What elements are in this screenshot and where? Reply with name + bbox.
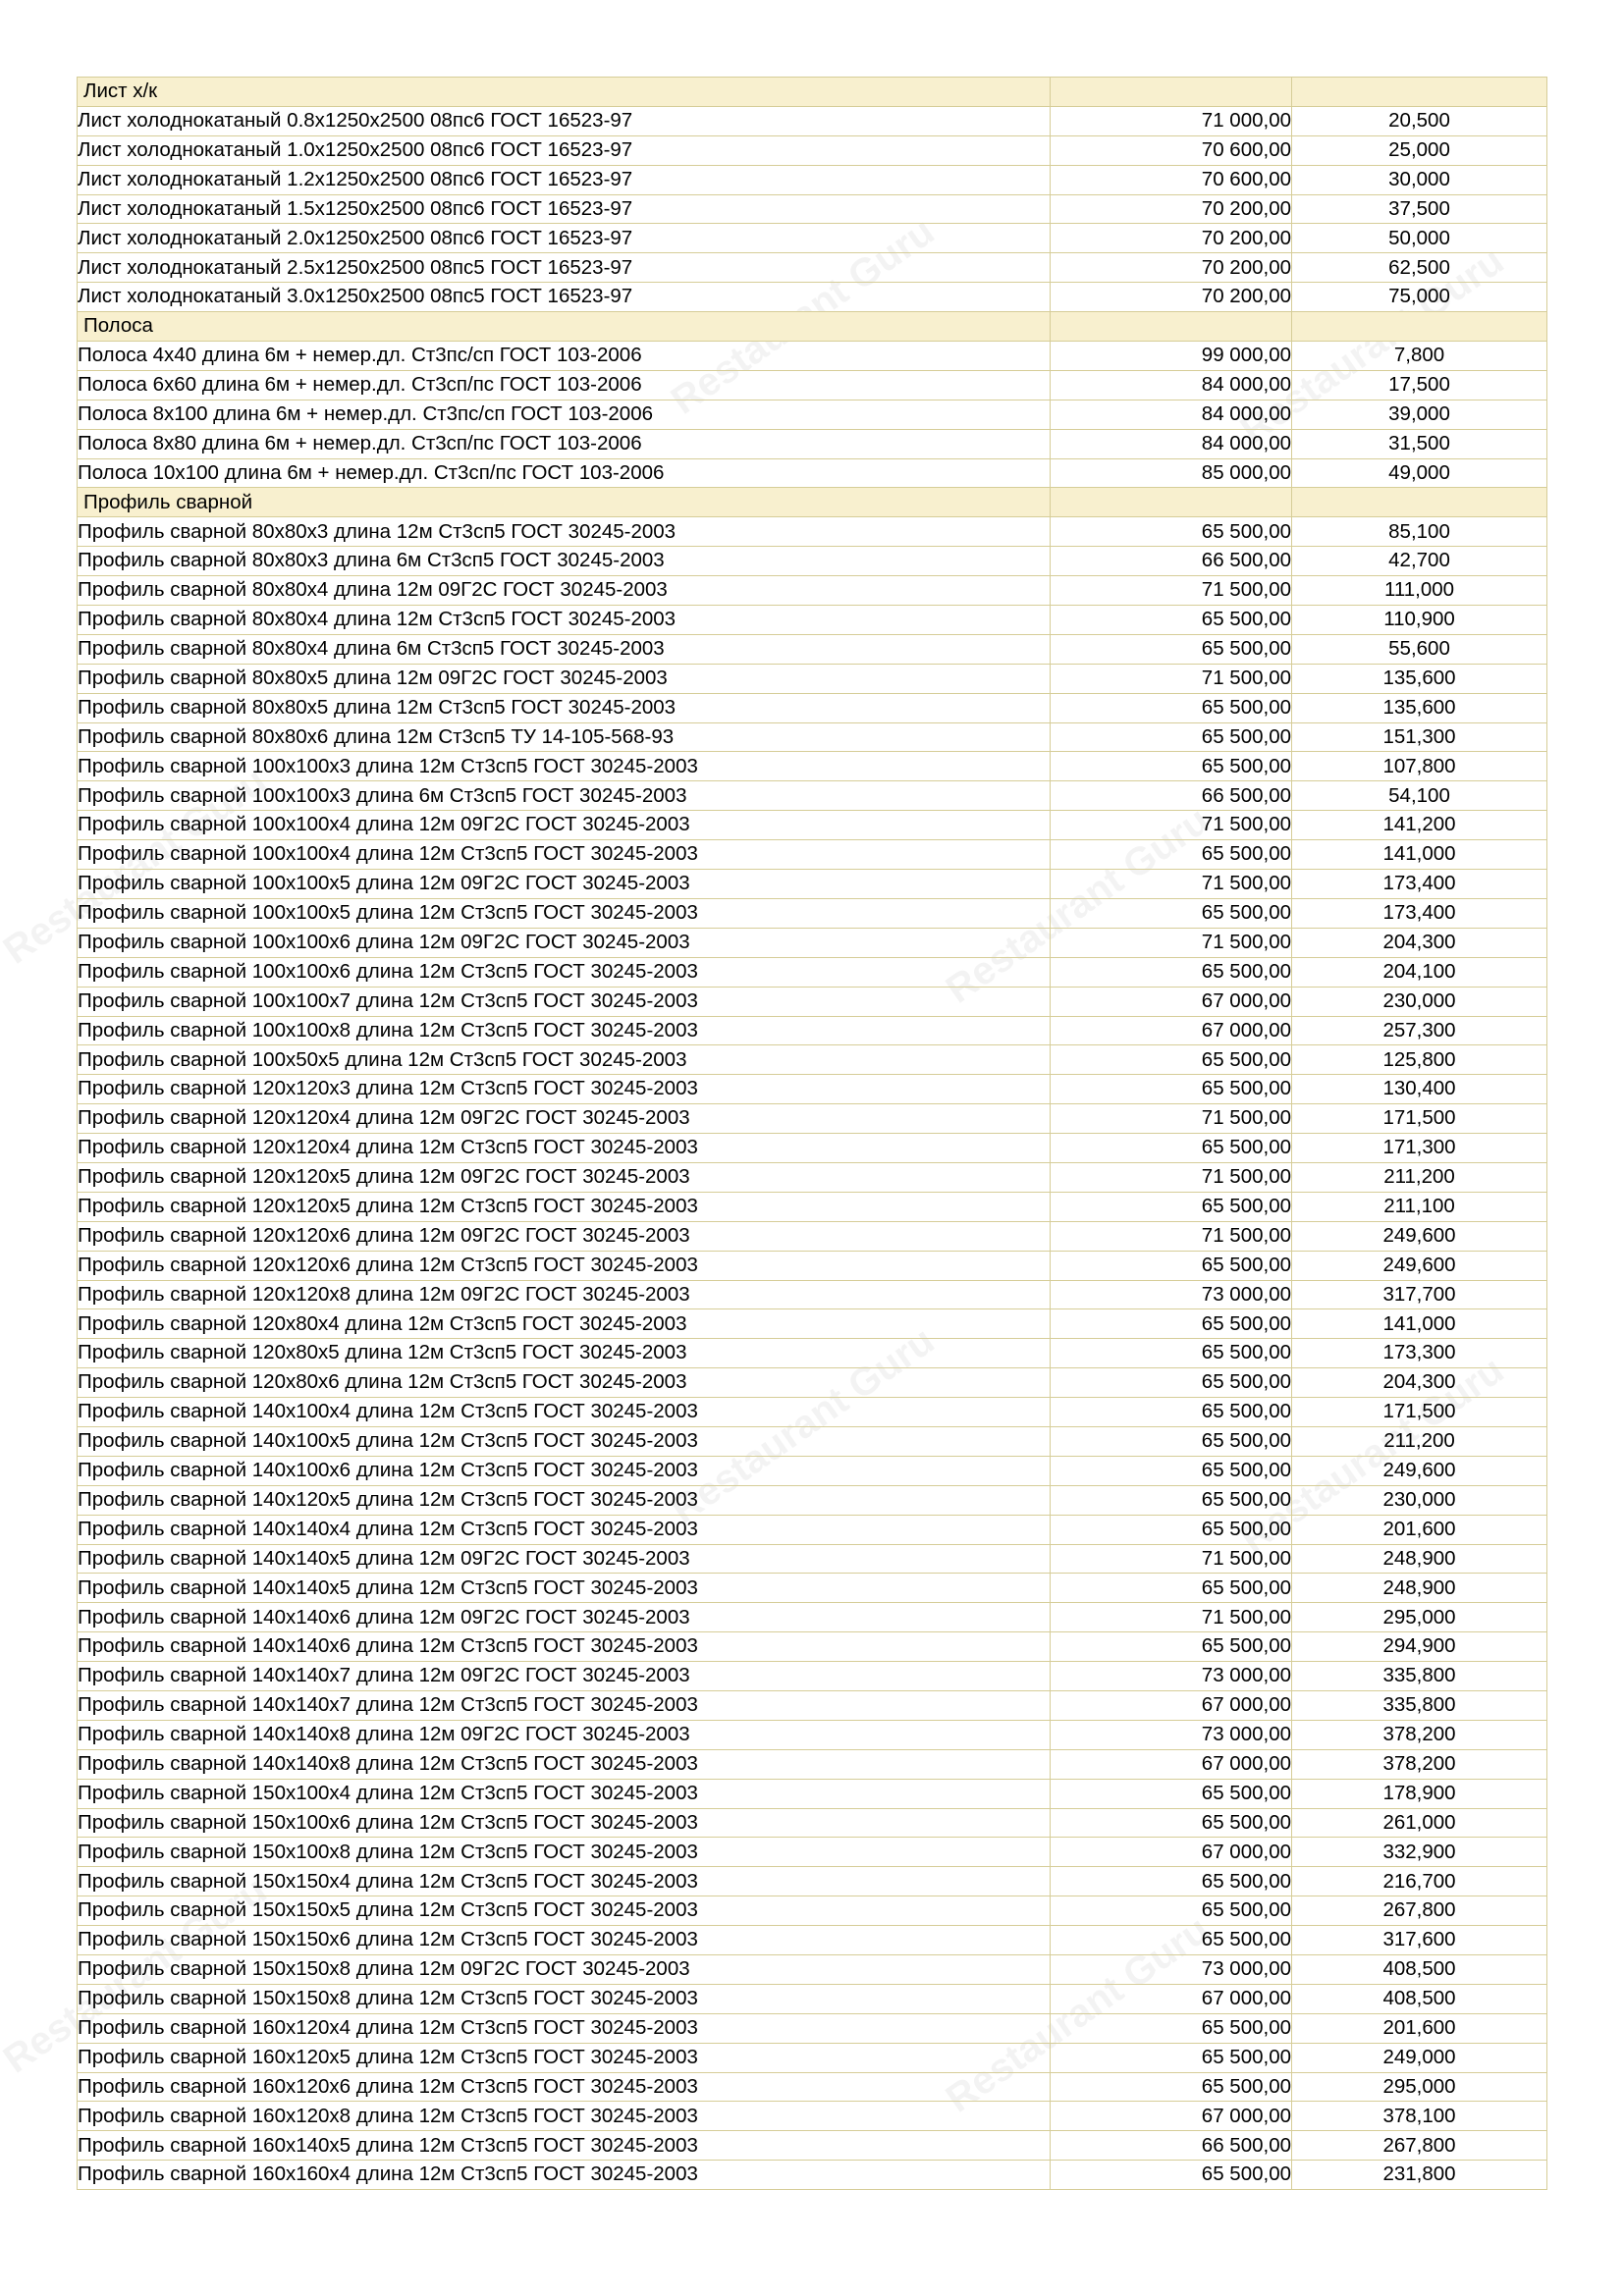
product-name: Профиль сварной 150х100х8 длина 12м Ст3сп5 ГОСТ 30245-2003 bbox=[78, 1838, 1051, 1867]
product-name: Профиль сварной 120х120х4 длина 12м 09Г2С ГОСТ 30245-2003 bbox=[78, 1104, 1051, 1134]
product-price: 65 500,00 bbox=[1051, 517, 1292, 547]
product-name: Профиль сварной 150х150х8 длина 12м 09Г2С ГОСТ 30245-2003 bbox=[78, 1955, 1051, 1985]
table-row bbox=[78, 1926, 1547, 1955]
product-price: 71 000,00 bbox=[1051, 106, 1292, 135]
table-row bbox=[78, 1515, 1547, 1544]
table-row bbox=[78, 1426, 1547, 1456]
product-weight: 62,500 bbox=[1292, 253, 1547, 283]
table-row bbox=[78, 1192, 1547, 1221]
product-weight: 211,100 bbox=[1292, 1192, 1547, 1221]
table-row bbox=[78, 1016, 1547, 1045]
product-price: 65 500,00 bbox=[1051, 898, 1292, 928]
table-row bbox=[78, 1104, 1547, 1134]
table-row bbox=[78, 194, 1547, 224]
product-weight: 25,000 bbox=[1292, 135, 1547, 165]
product-weight: 378,200 bbox=[1292, 1720, 1547, 1749]
product-price: 65 500,00 bbox=[1051, 2072, 1292, 2102]
product-price: 65 500,00 bbox=[1051, 1456, 1292, 1485]
category-row bbox=[78, 488, 1547, 517]
product-name: Профиль сварной 140х140х5 длина 12м Ст3сп5 ГОСТ 30245-2003 bbox=[78, 1574, 1051, 1603]
product-weight: 110,900 bbox=[1292, 606, 1547, 635]
product-name: Профиль сварной 100х100х7 длина 12м Ст3сп5 ГОСТ 30245-2003 bbox=[78, 987, 1051, 1016]
product-weight: 230,000 bbox=[1292, 987, 1547, 1016]
product-price: 71 500,00 bbox=[1051, 664, 1292, 693]
product-price: 84 000,00 bbox=[1051, 429, 1292, 458]
product-name: Лист холоднокатаный 0.8х1250х2500 08пс6 ГОСТ 16523-97 bbox=[78, 106, 1051, 135]
table-row bbox=[78, 664, 1547, 693]
table-row bbox=[78, 547, 1547, 576]
product-price: 65 500,00 bbox=[1051, 1896, 1292, 1926]
product-name: Профиль сварной 120х80х6 длина 12м Ст3сп5 ГОСТ 30245-2003 bbox=[78, 1368, 1051, 1398]
table-row bbox=[78, 400, 1547, 429]
table-row bbox=[78, 106, 1547, 135]
table-row bbox=[78, 135, 1547, 165]
product-name: Полоса 4х40 длина 6м + немер.дл. Ст3пс/сп ГОСТ 103-2006 bbox=[78, 342, 1051, 371]
category-price-cell bbox=[1051, 312, 1292, 342]
product-weight: 294,900 bbox=[1292, 1632, 1547, 1662]
product-weight: 171,500 bbox=[1292, 1398, 1547, 1427]
product-weight: 211,200 bbox=[1292, 1162, 1547, 1192]
product-name: Лист холоднокатаный 2.0х1250х2500 08пс6 ГОСТ 16523-97 bbox=[78, 224, 1051, 253]
product-price: 65 500,00 bbox=[1051, 1339, 1292, 1368]
table-row bbox=[78, 1690, 1547, 1720]
product-weight: 135,600 bbox=[1292, 693, 1547, 722]
product-name: Профиль сварной 120х120х4 длина 12м Ст3сп5 ГОСТ 30245-2003 bbox=[78, 1134, 1051, 1163]
table-row bbox=[78, 576, 1547, 606]
table-row bbox=[78, 2131, 1547, 2161]
table-row bbox=[78, 2072, 1547, 2102]
product-name: Профиль сварной 120х120х6 длина 12м Ст3сп5 ГОСТ 30245-2003 bbox=[78, 1251, 1051, 1280]
product-name: Лист холоднокатаный 1.2х1250х2500 08пс6 ГОСТ 16523-97 bbox=[78, 165, 1051, 194]
product-weight: 204,100 bbox=[1292, 957, 1547, 987]
table-row bbox=[78, 224, 1547, 253]
product-name: Лист холоднокатаный 3.0х1250х2500 08пс5 ГОСТ 16523-97 bbox=[78, 283, 1051, 312]
product-name: Профиль сварной 140х140х7 длина 12м 09Г2С ГОСТ 30245-2003 bbox=[78, 1662, 1051, 1691]
product-price: 65 500,00 bbox=[1051, 1867, 1292, 1896]
product-price: 70 200,00 bbox=[1051, 253, 1292, 283]
table-row bbox=[78, 1280, 1547, 1309]
product-weight: 50,000 bbox=[1292, 224, 1547, 253]
table-row bbox=[78, 283, 1547, 312]
product-name: Профиль сварной 120х80х5 длина 12м Ст3сп5 ГОСТ 30245-2003 bbox=[78, 1339, 1051, 1368]
product-weight: 317,700 bbox=[1292, 1280, 1547, 1309]
table-row bbox=[78, 1574, 1547, 1603]
product-name: Профиль сварной 160х120х6 длина 12м Ст3сп5 ГОСТ 30245-2003 bbox=[78, 2072, 1051, 2102]
product-weight: 30,000 bbox=[1292, 165, 1547, 194]
table-row bbox=[78, 1603, 1547, 1632]
product-name: Профиль сварной 100х100х8 длина 12м Ст3сп5 ГОСТ 30245-2003 bbox=[78, 1016, 1051, 1045]
product-weight: 55,600 bbox=[1292, 634, 1547, 664]
product-price: 71 500,00 bbox=[1051, 1162, 1292, 1192]
category-title: Полоса bbox=[78, 312, 1051, 342]
product-weight: 125,800 bbox=[1292, 1045, 1547, 1075]
category-row bbox=[78, 78, 1547, 107]
product-price: 73 000,00 bbox=[1051, 1955, 1292, 1985]
table-row bbox=[78, 1632, 1547, 1662]
table-row bbox=[78, 370, 1547, 400]
table-row bbox=[78, 781, 1547, 811]
product-name: Профиль сварной 100х100х3 длина 12м Ст3сп5 ГОСТ 30245-2003 bbox=[78, 752, 1051, 781]
product-weight: 257,300 bbox=[1292, 1016, 1547, 1045]
product-weight: 107,800 bbox=[1292, 752, 1547, 781]
product-name: Профиль сварной 80х80х5 длина 12м 09Г2С ГОСТ 30245-2003 bbox=[78, 664, 1051, 693]
product-weight: 111,000 bbox=[1292, 576, 1547, 606]
product-price: 66 500,00 bbox=[1051, 2131, 1292, 2161]
table-row bbox=[78, 1984, 1547, 2013]
category-price-cell bbox=[1051, 78, 1292, 107]
category-weight-cell bbox=[1292, 488, 1547, 517]
product-weight: 201,600 bbox=[1292, 2013, 1547, 2043]
product-weight: 231,800 bbox=[1292, 2161, 1547, 2190]
table-row bbox=[78, 1955, 1547, 1985]
product-name: Профиль сварной 150х150х4 длина 12м Ст3сп5 ГОСТ 30245-2003 bbox=[78, 1867, 1051, 1896]
table-row bbox=[78, 840, 1547, 870]
category-weight-cell bbox=[1292, 78, 1547, 107]
product-price: 65 500,00 bbox=[1051, 1309, 1292, 1339]
product-name: Профиль сварной 100х50х5 длина 12м Ст3сп5 ГОСТ 30245-2003 bbox=[78, 1045, 1051, 1075]
product-weight: 20,500 bbox=[1292, 106, 1547, 135]
product-weight: 141,000 bbox=[1292, 1309, 1547, 1339]
product-weight: 201,600 bbox=[1292, 1515, 1547, 1544]
product-price: 65 500,00 bbox=[1051, 634, 1292, 664]
product-weight: 204,300 bbox=[1292, 928, 1547, 957]
category-title: Профиль сварной bbox=[78, 488, 1051, 517]
product-name: Профиль сварной 160х140х5 длина 12м Ст3сп5 ГОСТ 30245-2003 bbox=[78, 2131, 1051, 2161]
product-weight: 42,700 bbox=[1292, 547, 1547, 576]
product-price: 65 500,00 bbox=[1051, 1808, 1292, 1838]
table-row bbox=[78, 1662, 1547, 1691]
table-row bbox=[78, 1162, 1547, 1192]
table-row bbox=[78, 1075, 1547, 1104]
product-price: 65 500,00 bbox=[1051, 1632, 1292, 1662]
product-weight: 130,400 bbox=[1292, 1075, 1547, 1104]
product-price: 65 500,00 bbox=[1051, 1574, 1292, 1603]
product-name: Профиль сварной 100х100х6 длина 12м 09Г2С ГОСТ 30245-2003 bbox=[78, 928, 1051, 957]
product-name: Профиль сварной 140х100х5 длина 12м Ст3сп5 ГОСТ 30245-2003 bbox=[78, 1426, 1051, 1456]
product-name: Полоса 6х60 длина 6м + немер.дл. Ст3сп/пс ГОСТ 103-2006 bbox=[78, 370, 1051, 400]
product-name: Лист холоднокатаный 2.5х1250х2500 08пс5 ГОСТ 16523-97 bbox=[78, 253, 1051, 283]
table-row bbox=[78, 429, 1547, 458]
table-row bbox=[78, 253, 1547, 283]
product-name: Профиль сварной 100х100х6 длина 12м Ст3сп5 ГОСТ 30245-2003 bbox=[78, 957, 1051, 987]
product-weight: 408,500 bbox=[1292, 1955, 1547, 1985]
table-row bbox=[78, 1221, 1547, 1251]
product-price: 71 500,00 bbox=[1051, 576, 1292, 606]
table-row bbox=[78, 606, 1547, 635]
product-name: Профиль сварной 100х100х4 длина 12м Ст3сп5 ГОСТ 30245-2003 bbox=[78, 840, 1051, 870]
category-row bbox=[78, 312, 1547, 342]
product-weight: 7,800 bbox=[1292, 342, 1547, 371]
product-price: 67 000,00 bbox=[1051, 987, 1292, 1016]
product-weight: 261,000 bbox=[1292, 1808, 1547, 1838]
product-name: Профиль сварной 150х150х5 длина 12м Ст3сп5 ГОСТ 30245-2003 bbox=[78, 1896, 1051, 1926]
product-price: 71 500,00 bbox=[1051, 870, 1292, 899]
table-row bbox=[78, 1749, 1547, 1779]
product-weight: 141,000 bbox=[1292, 840, 1547, 870]
product-price: 67 000,00 bbox=[1051, 1749, 1292, 1779]
product-price: 65 500,00 bbox=[1051, 1251, 1292, 1280]
product-name: Профиль сварной 140х140х8 длина 12м 09Г2С ГОСТ 30245-2003 bbox=[78, 1720, 1051, 1749]
product-weight: 178,900 bbox=[1292, 1779, 1547, 1808]
table-row bbox=[78, 1544, 1547, 1574]
table-row bbox=[78, 458, 1547, 488]
product-name: Профиль сварной 100х100х5 длина 12м 09Г2С ГОСТ 30245-2003 bbox=[78, 870, 1051, 899]
table-row bbox=[78, 2102, 1547, 2131]
product-name: Профиль сварной 100х100х4 длина 12м 09Г2С ГОСТ 30245-2003 bbox=[78, 811, 1051, 840]
product-weight: 230,000 bbox=[1292, 1485, 1547, 1515]
product-weight: 54,100 bbox=[1292, 781, 1547, 811]
product-name: Профиль сварной 150х150х8 длина 12м Ст3сп5 ГОСТ 30245-2003 bbox=[78, 1984, 1051, 2013]
product-weight: 204,300 bbox=[1292, 1368, 1547, 1398]
product-price: 65 500,00 bbox=[1051, 752, 1292, 781]
product-price: 65 500,00 bbox=[1051, 2161, 1292, 2190]
table-row bbox=[78, 1485, 1547, 1515]
product-weight: 248,900 bbox=[1292, 1574, 1547, 1603]
product-name: Профиль сварной 160х120х5 длина 12м Ст3сп5 ГОСТ 30245-2003 bbox=[78, 2043, 1051, 2072]
product-price: 67 000,00 bbox=[1051, 2102, 1292, 2131]
table-row bbox=[78, 1045, 1547, 1075]
product-price: 65 500,00 bbox=[1051, 1398, 1292, 1427]
product-weight: 335,800 bbox=[1292, 1662, 1547, 1691]
product-name: Профиль сварной 80х80х4 длина 6м Ст3сп5 ГОСТ 30245-2003 bbox=[78, 634, 1051, 664]
product-weight: 37,500 bbox=[1292, 194, 1547, 224]
product-price: 73 000,00 bbox=[1051, 1720, 1292, 1749]
product-name: Профиль сварной 120х80х4 длина 12м Ст3сп5 ГОСТ 30245-2003 bbox=[78, 1309, 1051, 1339]
product-name: Профиль сварной 150х100х4 длина 12м Ст3сп5 ГОСТ 30245-2003 bbox=[78, 1779, 1051, 1808]
product-weight: 249,600 bbox=[1292, 1456, 1547, 1485]
product-weight: 267,800 bbox=[1292, 1896, 1547, 1926]
table-row bbox=[78, 634, 1547, 664]
table-row bbox=[78, 1339, 1547, 1368]
table-row bbox=[78, 1134, 1547, 1163]
product-price: 67 000,00 bbox=[1051, 1690, 1292, 1720]
product-name: Профиль сварной 160х120х4 длина 12м Ст3сп5 ГОСТ 30245-2003 bbox=[78, 2013, 1051, 2043]
product-weight: 211,200 bbox=[1292, 1426, 1547, 1456]
product-price: 99 000,00 bbox=[1051, 342, 1292, 371]
product-weight: 39,000 bbox=[1292, 400, 1547, 429]
product-name: Профиль сварной 120х120х5 длина 12м 09Г2С ГОСТ 30245-2003 bbox=[78, 1162, 1051, 1192]
product-price: 65 500,00 bbox=[1051, 2013, 1292, 2043]
product-weight: 249,000 bbox=[1292, 2043, 1547, 2072]
product-price: 70 200,00 bbox=[1051, 224, 1292, 253]
product-name: Профиль сварной 120х120х8 длина 12м 09Г2С ГОСТ 30245-2003 bbox=[78, 1280, 1051, 1309]
product-weight: 135,600 bbox=[1292, 664, 1547, 693]
product-name: Профиль сварной 80х80х3 длина 6м Ст3сп5 ГОСТ 30245-2003 bbox=[78, 547, 1051, 576]
product-weight: 31,500 bbox=[1292, 429, 1547, 458]
price-table bbox=[77, 77, 1547, 2190]
table-row bbox=[78, 693, 1547, 722]
product-weight: 249,600 bbox=[1292, 1251, 1547, 1280]
product-price: 65 500,00 bbox=[1051, 693, 1292, 722]
product-price: 65 500,00 bbox=[1051, 1134, 1292, 1163]
product-price: 70 600,00 bbox=[1051, 135, 1292, 165]
product-name: Профиль сварной 120х120х6 длина 12м 09Г2С ГОСТ 30245-2003 bbox=[78, 1221, 1051, 1251]
category-price-cell bbox=[1051, 488, 1292, 517]
table-row bbox=[78, 957, 1547, 987]
product-weight: 75,000 bbox=[1292, 283, 1547, 312]
product-weight: 173,400 bbox=[1292, 870, 1547, 899]
product-name: Профиль сварной 150х100х6 длина 12м Ст3сп5 ГОСТ 30245-2003 bbox=[78, 1808, 1051, 1838]
table-row bbox=[78, 1398, 1547, 1427]
product-name: Профиль сварной 140х140х4 длина 12м Ст3сп5 ГОСТ 30245-2003 bbox=[78, 1515, 1051, 1544]
table-row bbox=[78, 898, 1547, 928]
product-weight: 171,300 bbox=[1292, 1134, 1547, 1163]
product-name: Профиль сварной 80х80х4 длина 12м Ст3сп5 ГОСТ 30245-2003 bbox=[78, 606, 1051, 635]
product-price: 70 600,00 bbox=[1051, 165, 1292, 194]
product-name: Профиль сварной 120х120х5 длина 12м Ст3сп5 ГОСТ 30245-2003 bbox=[78, 1192, 1051, 1221]
product-weight: 216,700 bbox=[1292, 1867, 1547, 1896]
table-row bbox=[78, 987, 1547, 1016]
product-name: Полоса 8х80 длина 6м + немер.дл. Ст3сп/пс ГОСТ 103-2006 bbox=[78, 429, 1051, 458]
product-price: 65 500,00 bbox=[1051, 1368, 1292, 1398]
table-row bbox=[78, 722, 1547, 752]
product-name: Профиль сварной 140х140х8 длина 12м Ст3сп5 ГОСТ 30245-2003 bbox=[78, 1749, 1051, 1779]
price-table-body bbox=[78, 78, 1547, 2190]
product-name: Профиль сварной 150х150х6 длина 12м Ст3сп5 ГОСТ 30245-2003 bbox=[78, 1926, 1051, 1955]
product-price: 73 000,00 bbox=[1051, 1280, 1292, 1309]
product-name: Полоса 10х100 длина 6м + немер.дл. Ст3сп/пс ГОСТ 103-2006 bbox=[78, 458, 1051, 488]
product-price: 71 500,00 bbox=[1051, 1603, 1292, 1632]
table-row bbox=[78, 752, 1547, 781]
product-price: 67 000,00 bbox=[1051, 1838, 1292, 1867]
table-row bbox=[78, 870, 1547, 899]
product-price: 67 000,00 bbox=[1051, 1984, 1292, 2013]
product-price: 65 500,00 bbox=[1051, 722, 1292, 752]
product-weight: 151,300 bbox=[1292, 722, 1547, 752]
product-name: Профиль сварной 100х100х3 длина 6м Ст3сп5 ГОСТ 30245-2003 bbox=[78, 781, 1051, 811]
product-price: 67 000,00 bbox=[1051, 1016, 1292, 1045]
product-weight: 173,300 bbox=[1292, 1339, 1547, 1368]
product-price: 65 500,00 bbox=[1051, 840, 1292, 870]
table-row bbox=[78, 1456, 1547, 1485]
product-name: Профиль сварной 140х140х6 длина 12м Ст3сп5 ГОСТ 30245-2003 bbox=[78, 1632, 1051, 1662]
product-price: 71 500,00 bbox=[1051, 928, 1292, 957]
product-weight: 17,500 bbox=[1292, 370, 1547, 400]
product-price: 73 000,00 bbox=[1051, 1662, 1292, 1691]
product-name: Профиль сварной 140х100х6 длина 12м Ст3сп5 ГОСТ 30245-2003 bbox=[78, 1456, 1051, 1485]
table-row bbox=[78, 1779, 1547, 1808]
product-name: Профиль сварной 80х80х3 длина 12м Ст3сп5 ГОСТ 30245-2003 bbox=[78, 517, 1051, 547]
product-price: 71 500,00 bbox=[1051, 1221, 1292, 1251]
product-name: Профиль сварной 160х160х4 длина 12м Ст3сп5 ГОСТ 30245-2003 bbox=[78, 2161, 1051, 2190]
product-weight: 249,600 bbox=[1292, 1221, 1547, 1251]
product-name: Профиль сварной 120х120х3 длина 12м Ст3сп5 ГОСТ 30245-2003 bbox=[78, 1075, 1051, 1104]
product-price: 71 500,00 bbox=[1051, 1104, 1292, 1134]
table-row bbox=[78, 2161, 1547, 2190]
product-price: 65 500,00 bbox=[1051, 606, 1292, 635]
product-name: Профиль сварной 140х100х4 длина 12м Ст3сп5 ГОСТ 30245-2003 bbox=[78, 1398, 1051, 1427]
table-row bbox=[78, 2013, 1547, 2043]
table-row bbox=[78, 1251, 1547, 1280]
product-name: Профиль сварной 140х140х6 длина 12м 09Г2С ГОСТ 30245-2003 bbox=[78, 1603, 1051, 1632]
product-price: 65 500,00 bbox=[1051, 1485, 1292, 1515]
product-name: Профиль сварной 140х140х7 длина 12м Ст3сп5 ГОСТ 30245-2003 bbox=[78, 1690, 1051, 1720]
product-weight: 378,200 bbox=[1292, 1749, 1547, 1779]
table-row bbox=[78, 1896, 1547, 1926]
table-row bbox=[78, 1838, 1547, 1867]
product-name: Профиль сварной 100х100х5 длина 12м Ст3сп5 ГОСТ 30245-2003 bbox=[78, 898, 1051, 928]
table-row bbox=[78, 165, 1547, 194]
table-row bbox=[78, 1867, 1547, 1896]
product-weight: 85,100 bbox=[1292, 517, 1547, 547]
product-price: 84 000,00 bbox=[1051, 400, 1292, 429]
product-price: 71 500,00 bbox=[1051, 811, 1292, 840]
product-name: Лист холоднокатаный 1.0х1250х2500 08пс6 ГОСТ 16523-97 bbox=[78, 135, 1051, 165]
product-name: Профиль сварной 80х80х4 длина 12м 09Г2С ГОСТ 30245-2003 bbox=[78, 576, 1051, 606]
product-name: Профиль сварной 140х120х5 длина 12м Ст3сп5 ГОСТ 30245-2003 bbox=[78, 1485, 1051, 1515]
product-price: 65 500,00 bbox=[1051, 1779, 1292, 1808]
product-weight: 49,000 bbox=[1292, 458, 1547, 488]
product-price: 84 000,00 bbox=[1051, 370, 1292, 400]
table-row bbox=[78, 1368, 1547, 1398]
table-row bbox=[78, 1720, 1547, 1749]
product-price: 65 500,00 bbox=[1051, 2043, 1292, 2072]
product-name: Полоса 8х100 длина 6м + немер.дл. Ст3пс/сп ГОСТ 103-2006 bbox=[78, 400, 1051, 429]
category-title: Лист х/к bbox=[78, 78, 1051, 107]
product-weight: 267,800 bbox=[1292, 2131, 1547, 2161]
product-weight: 335,800 bbox=[1292, 1690, 1547, 1720]
product-price: 65 500,00 bbox=[1051, 1926, 1292, 1955]
product-weight: 248,900 bbox=[1292, 1544, 1547, 1574]
product-weight: 317,600 bbox=[1292, 1926, 1547, 1955]
product-price: 70 200,00 bbox=[1051, 283, 1292, 312]
product-price: 65 500,00 bbox=[1051, 1045, 1292, 1075]
product-name: Профиль сварной 160х120х8 длина 12м Ст3сп5 ГОСТ 30245-2003 bbox=[78, 2102, 1051, 2131]
product-name: Профиль сварной 80х80х6 длина 12м Ст3сп5 ТУ 14-105-568-93 bbox=[78, 722, 1051, 752]
table-row bbox=[78, 342, 1547, 371]
product-price: 65 500,00 bbox=[1051, 1515, 1292, 1544]
product-name: Лист холоднокатаный 1.5х1250х2500 08пс6 ГОСТ 16523-97 bbox=[78, 194, 1051, 224]
table-row bbox=[78, 1309, 1547, 1339]
product-weight: 295,000 bbox=[1292, 1603, 1547, 1632]
product-price: 85 000,00 bbox=[1051, 458, 1292, 488]
table-row bbox=[78, 517, 1547, 547]
product-name: Профиль сварной 80х80х5 длина 12м Ст3сп5 ГОСТ 30245-2003 bbox=[78, 693, 1051, 722]
table-row bbox=[78, 2043, 1547, 2072]
product-price: 65 500,00 bbox=[1051, 957, 1292, 987]
product-name: Профиль сварной 140х140х5 длина 12м 09Г2С ГОСТ 30245-2003 bbox=[78, 1544, 1051, 1574]
table-row bbox=[78, 928, 1547, 957]
product-weight: 171,500 bbox=[1292, 1104, 1547, 1134]
product-price: 70 200,00 bbox=[1051, 194, 1292, 224]
product-weight: 141,200 bbox=[1292, 811, 1547, 840]
product-price: 65 500,00 bbox=[1051, 1192, 1292, 1221]
product-price: 66 500,00 bbox=[1051, 547, 1292, 576]
table-row bbox=[78, 1808, 1547, 1838]
product-price: 65 500,00 bbox=[1051, 1075, 1292, 1104]
product-weight: 173,400 bbox=[1292, 898, 1547, 928]
product-price: 71 500,00 bbox=[1051, 1544, 1292, 1574]
category-weight-cell bbox=[1292, 312, 1547, 342]
product-weight: 332,900 bbox=[1292, 1838, 1547, 1867]
table-row bbox=[78, 811, 1547, 840]
product-weight: 378,100 bbox=[1292, 2102, 1547, 2131]
product-price: 65 500,00 bbox=[1051, 1426, 1292, 1456]
product-weight: 408,500 bbox=[1292, 1984, 1547, 2013]
product-weight: 295,000 bbox=[1292, 2072, 1547, 2102]
product-price: 66 500,00 bbox=[1051, 781, 1292, 811]
